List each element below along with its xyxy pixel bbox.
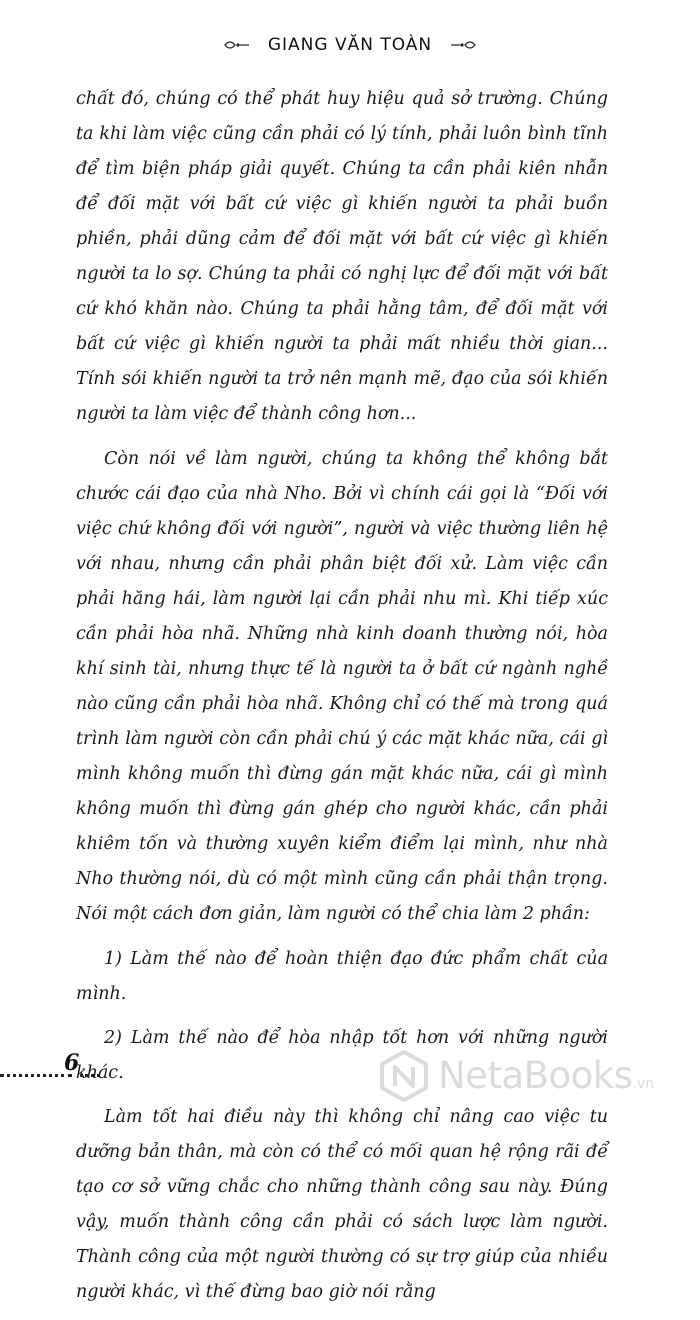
watermark xyxy=(378,1048,696,1104)
body-paragraph: Còn nói về làm người, chúng ta không thể không bắt chước cái đạo của nhà Nho. Bởi vì chính cái gọi là “Đối với việc chứ không đối với người”, người và việc thường liên hệ với nhau, nhưng cần phải phân biệt đối xử. Làm việc cần phải hăng hái, làm người lại cần phải nhu mì. Khi tiếp xúc cần phải hòa nhã. Những nhà kinh doanh thường nói, hòa khí sinh tài, nhưng thực tế là người ta ở bất cứ ngành nghề nào cũng cần phải hòa nhã. Không chỉ có thế mà trong quá trình làm người còn cần phải chú ý các mặt khác nữa, cái gì mình không muốn thì đừng gán mặt khác nữa, cái gì mình không muốn thì đừng gán ghép cho người khác, cần phải khiêm tốn và thường xuyên kiểm điểm lại mình, như nhà Nho thường nói, dù có một mình cũng cần phải thận trọng. Nói một cách đơn giản, làm người có thể chia làm 2 phần: xyxy=(76,449,608,924)
dotted-leader xyxy=(80,1074,100,1077)
watermark-brand: NetaBooks xyxy=(438,1054,633,1097)
fleuron-ornament-icon xyxy=(223,39,249,51)
watermark-suffix: .vn xyxy=(632,1076,655,1092)
list-item: 2) Làm thế nào để hòa nhập tốt hơn với những người khác. xyxy=(76,1028,608,1083)
body-paragraph: chất đó, chúng có thể phát huy hiệu quả sở trường. Chúng ta khi làm việc cũng cần phải có lý tính, phải luôn bình tĩnh để tìm biện pháp giải quyết. Chúng ta cần phải kiên nhẫn để đối mặt với bất cứ việc gì khiến người ta phải buồn phiền, phải dũng cảm để đối mặt với bất cứ việc gì khiến người ta lo sợ. Chúng ta phải có nghị lực để đối mặt với bất cứ khó khăn nào. Chúng ta phải hằng tâm, để đối mặt với bất cứ việc gì khiến người ta phải mất nhiều thời gian... Tính sói khiến người ta trở nên mạnh mẽ, đạo của sói khiến người ta làm việc để thành công hơn... xyxy=(76,89,608,424)
watermark-text xyxy=(438,1054,654,1097)
dotted-leader xyxy=(0,1074,72,1077)
running-header xyxy=(0,28,700,60)
netabooks-logo-icon xyxy=(378,1050,430,1102)
body-paragraph: Làm tốt hai điều này thì không chỉ nâng cao việc tu dưỡng bản thân, mà còn có thể có mối quan hệ rộng rãi để tạo cơ sở vững chắc cho những thành công sau này. Đúng vậy, muốn thành công cần phải có sách lược làm người. Thành công của một người thường có sự trợ giúp của nhiều người khác, vì thế đừng bao giờ nói rằng xyxy=(76,1107,608,1302)
running-title: GIANG VĂN TOÀN xyxy=(267,34,433,55)
page-body xyxy=(76,82,608,1320)
page-number: 6 xyxy=(64,1050,80,1076)
fleuron-ornament-icon xyxy=(451,39,477,51)
page-footer xyxy=(0,1050,140,1090)
list-item: 1) Làm thế nào để hoàn thiện đạo đức phẩm chất của mình. xyxy=(76,949,608,1004)
